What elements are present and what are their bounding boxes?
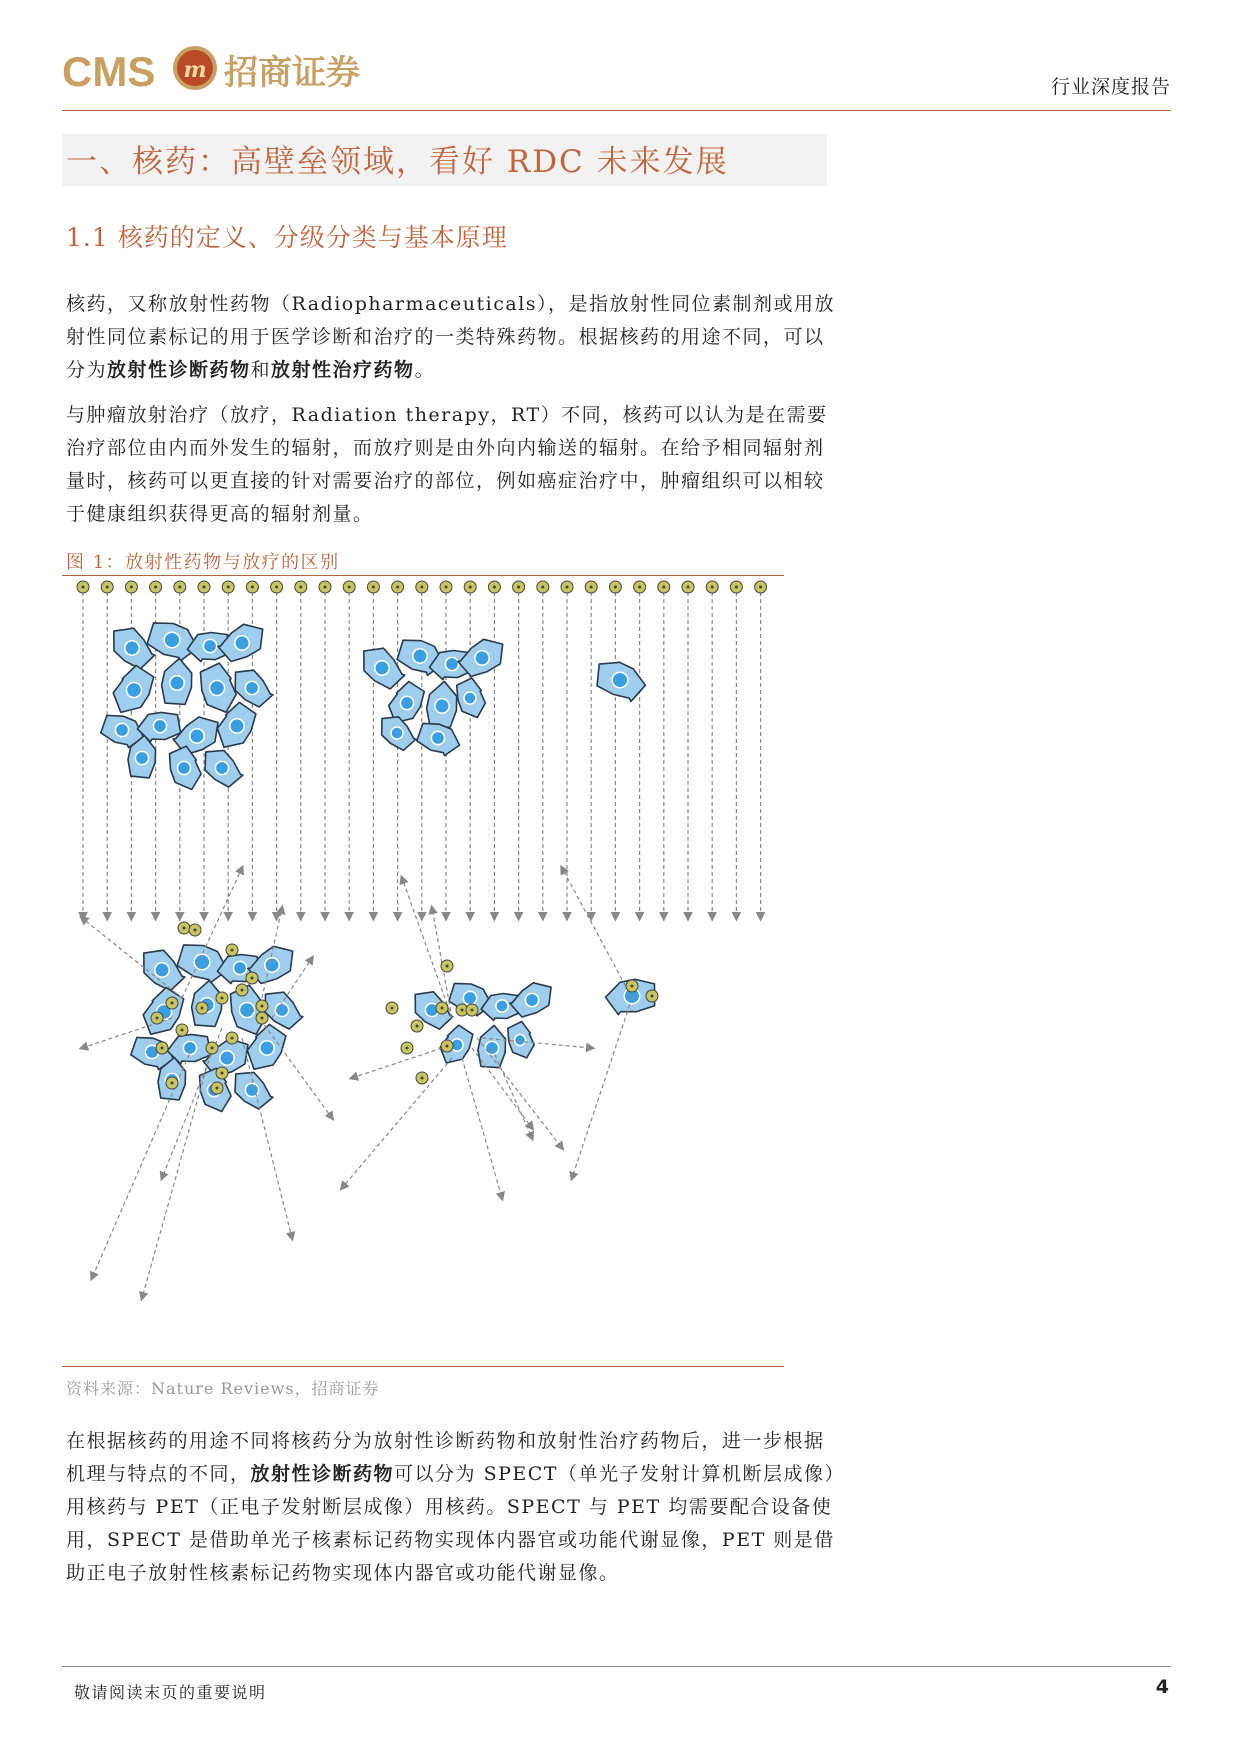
- isotope-icon: [561, 581, 573, 593]
- cell-nucleus: [230, 719, 244, 733]
- cell-nucleus: [153, 719, 166, 732]
- isotope-icon: [634, 581, 646, 593]
- emission-arrow: [572, 998, 632, 1178]
- isotope-icon: [416, 581, 428, 593]
- cell-nucleus: [177, 761, 190, 774]
- logo-cn: 招商证券: [224, 53, 360, 93]
- cell-nucleus: [525, 993, 538, 1006]
- cell-nucleus: [194, 954, 210, 970]
- paragraph-comparison: 与肿瘤放射治疗（放疗，Radiation therapy，RT）不同，核药可以认为是在需要治疗部位由内而外发生的辐射，而放疗则是由外向内输送的辐射。在给予相同辐射剂量时，核药可以更直接的针对需要治疗的部位，例如癌症治疗中，肿瘤组织可以相较于健康组织获得更高的辐射剂量。: [66, 404, 828, 525]
- cell-nucleus: [125, 641, 139, 655]
- cell: [114, 628, 155, 669]
- isotope-icon: [256, 1012, 268, 1024]
- emission-arrow: [342, 1058, 452, 1188]
- cell: [235, 670, 273, 707]
- cell-nucleus: [391, 727, 403, 739]
- isotope-icon: [401, 1042, 413, 1054]
- isotope-icon: [513, 581, 525, 593]
- subsection-title: 1.1 核药的定义、分级分类与基本原理: [66, 223, 508, 252]
- isotope-icon: [174, 581, 186, 593]
- cell: [162, 658, 192, 704]
- isotope-icon: [609, 581, 621, 593]
- cell: [144, 950, 185, 991]
- cell-nucleus: [220, 1051, 234, 1065]
- isotope-icon: [166, 997, 178, 1009]
- paragraph-classification: [66, 1425, 836, 1590]
- cell-nucleus: [260, 1041, 274, 1055]
- isotope-icon: [151, 1012, 163, 1024]
- cell-nucleus: [464, 692, 476, 704]
- isotope-icon: [246, 581, 258, 593]
- isotope-icon: [176, 1024, 188, 1036]
- cell-nucleus: [190, 729, 204, 743]
- cell-nucleus: [164, 632, 180, 648]
- cell-nucleus: [115, 723, 128, 736]
- cell: [200, 663, 236, 712]
- cell-nucleus: [445, 657, 458, 670]
- isotope-icon: [537, 581, 549, 593]
- isotope-icon: [178, 922, 190, 934]
- isotope-icon: [211, 1082, 223, 1094]
- svg-text:m: m: [183, 57, 207, 83]
- isotope-icon: [101, 581, 113, 593]
- figure-caption: 图 1：放射性药物与放疗的区别: [66, 552, 340, 573]
- cell-nucleus: [170, 676, 184, 690]
- cell-nucleus: [215, 761, 228, 774]
- isotope-icon: [392, 581, 404, 593]
- figure-source: 资料来源：Nature Reviews，招商证券: [66, 1379, 380, 1398]
- cell-nucleus: [245, 681, 258, 694]
- isotope-icon: [226, 1032, 238, 1044]
- footer-note: 敬请阅读末页的重要说明: [74, 1683, 267, 1702]
- isotope-icon: [226, 944, 238, 956]
- isotope-icon: [488, 581, 500, 593]
- cell-nucleus: [431, 731, 444, 744]
- isotope-icon: [441, 960, 453, 972]
- cell: [265, 992, 303, 1029]
- cell: [597, 662, 645, 701]
- isotope-icon: [466, 1004, 478, 1016]
- isotope-icon: [236, 984, 248, 996]
- isotope-icon: [246, 972, 258, 984]
- cell: [192, 980, 222, 1026]
- cell-nucleus: [435, 699, 449, 713]
- cell-nucleus: [135, 751, 148, 764]
- cell-nucleus: [210, 681, 225, 696]
- cell-nucleus: [235, 636, 249, 650]
- cms-logo: [62, 42, 402, 100]
- para3-rest: 可以分为 SPECT（单光子发射计算机断层成像）用核药与 PET（正电子发射断层成像）用核药。SPECT 与 PET 均需要配合设备使用，SPECT 是借助单光子核素标记药物实现体内器官或功能代谢显像，PET 则是借助正电子放射性核素标记药物实现体内器官或功能代谢显像。: [66, 1463, 836, 1584]
- cell: [508, 1022, 534, 1058]
- emission-arrow: [562, 868, 632, 998]
- isotope-icon: [367, 581, 379, 593]
- isotope-icon: [626, 980, 638, 992]
- header-rule: [62, 110, 1171, 111]
- isotope-icon: [416, 1072, 428, 1084]
- isotope-icon: [271, 581, 283, 593]
- external-source-row: [77, 581, 767, 593]
- cell-nucleus: [463, 991, 476, 1004]
- footer-rule: [62, 1666, 1171, 1667]
- cell-nucleus: [183, 1041, 196, 1054]
- isotope-icon: [464, 581, 476, 593]
- emission-arrow: [492, 1048, 532, 1138]
- emission-arrow: [462, 1058, 502, 1198]
- isotope-icon: [585, 581, 597, 593]
- para1-text: 核药，又称放射性药物（Radiopharmaceuticals），是指放射性同位素制剂或用放射性同位素标记的用于医学诊断和治疗的一类特殊药物。根据核药的用途不同，可以分为: [66, 293, 836, 381]
- para1-bold-diagnostic: 放射性诊断药物: [107, 359, 251, 381]
- emission-arrow: [352, 1048, 442, 1078]
- cell: [417, 723, 460, 755]
- isotope-icon: [166, 1077, 178, 1089]
- figure-radiation-diagram: [62, 578, 784, 1368]
- isotope-icon: [256, 1000, 268, 1012]
- para1-end: 。: [414, 359, 436, 381]
- cell-nucleus: [233, 961, 246, 974]
- isotope-icon: [706, 581, 718, 593]
- isotope-icon: [216, 992, 228, 1004]
- isotope-icon: [150, 581, 162, 593]
- cell-nucleus: [203, 639, 216, 652]
- isotope-icon: [222, 581, 234, 593]
- isotope-icon: [216, 1067, 228, 1079]
- logo-emblem-icon: [173, 46, 217, 90]
- isotope-icon: [125, 581, 137, 593]
- isotope-icon: [411, 1020, 423, 1032]
- isotope-icon: [206, 1042, 218, 1054]
- isotope-icon: [77, 581, 89, 593]
- cell-nucleus: [475, 651, 489, 665]
- isotope-icon: [189, 924, 201, 936]
- cell-nucleus: [240, 1003, 255, 1018]
- isotope-icon: [196, 1002, 208, 1014]
- page-number: 4: [1155, 1676, 1169, 1698]
- logo-text: CMS: [62, 48, 156, 95]
- isotope-icon: [658, 581, 670, 593]
- cell-nucleus: [413, 649, 427, 663]
- cell: [389, 682, 425, 723]
- cell-nucleus: [265, 958, 279, 972]
- figure-bottom-rule: [62, 1366, 784, 1367]
- doc-type: 行业深度报告: [1050, 76, 1171, 98]
- isotope-icon: [440, 581, 452, 593]
- emission-arrow: [242, 1038, 292, 1238]
- isotope-icon: [755, 581, 767, 593]
- cell-nucleus: [375, 661, 389, 675]
- isotope-icon: [319, 581, 331, 593]
- para1-bold-therapeutic: 放射性治疗药物: [271, 359, 415, 381]
- isotope-icon: [198, 581, 210, 593]
- para1-and: 和: [250, 359, 272, 381]
- cell-nucleus: [400, 696, 413, 709]
- cell: [170, 746, 202, 789]
- cell: [113, 666, 154, 713]
- cell-nucleus: [496, 1000, 508, 1012]
- isotope-icon: [436, 1002, 448, 1014]
- cell: [427, 681, 457, 727]
- tumor-cells: [101, 623, 655, 1112]
- para3-bold-diagnostic: 放射性诊断药物: [250, 1463, 395, 1485]
- cell-nucleus: [612, 672, 628, 688]
- cell-nucleus: [127, 683, 142, 698]
- cell-nucleus: [514, 1034, 525, 1045]
- section-title: 一、核药：高壁垒领域，看好 RDC 未来发展: [66, 144, 729, 180]
- isotope-icon: [343, 581, 355, 593]
- cell: [457, 678, 486, 718]
- isotope-icon: [646, 990, 658, 1002]
- isotope-icon: [295, 581, 307, 593]
- isotope-icon: [386, 1002, 398, 1014]
- cell: [235, 1072, 273, 1109]
- isotope-icon: [682, 581, 694, 593]
- paragraph-definition: [66, 288, 836, 387]
- isotope-icon: [730, 581, 742, 593]
- cell-nucleus: [155, 963, 169, 977]
- isotope-icon: [156, 1042, 168, 1054]
- isotope-icon: [441, 1040, 453, 1052]
- cell: [382, 717, 416, 751]
- cell: [205, 750, 243, 787]
- para3-text: 在根据核药的用途不同将核药分为放射性诊断药物和放射性治疗药物后，进一步根据机理与特点的不同，: [66, 1430, 825, 1485]
- figure-top-rule: [62, 575, 784, 576]
